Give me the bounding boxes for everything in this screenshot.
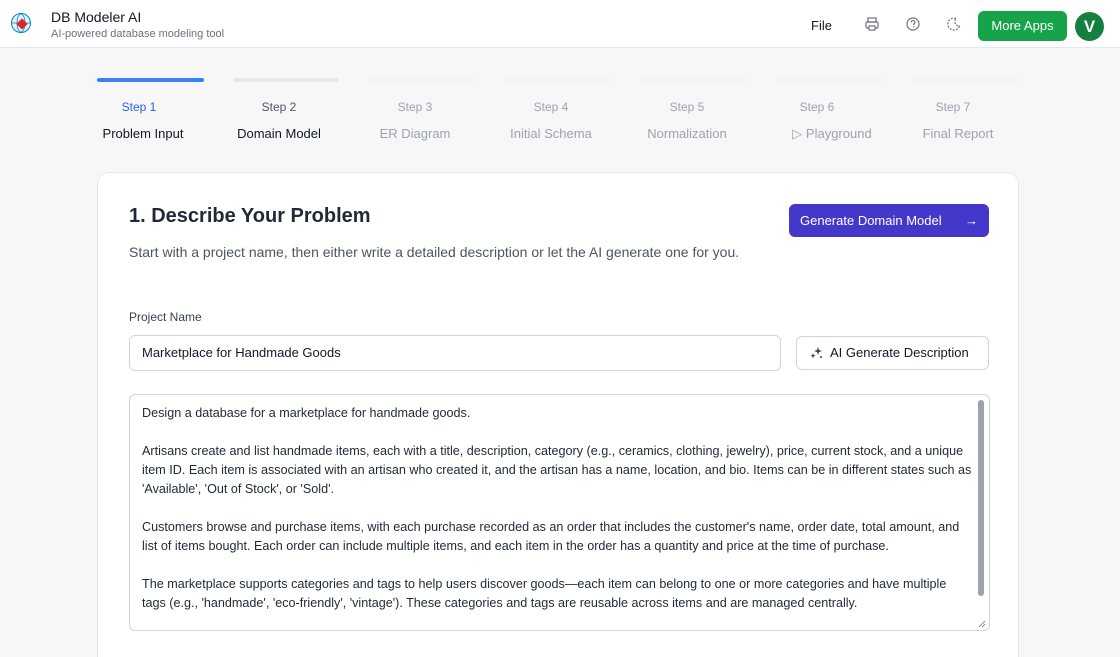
step-label: Final Report <box>922 126 994 141</box>
ai-generate-description-button[interactable] <box>796 336 989 370</box>
printer-icon[interactable] <box>864 16 880 32</box>
step-number: Step 7 <box>935 100 971 114</box>
resize-handle-icon[interactable] <box>978 620 986 628</box>
step-number: Step 6 <box>799 100 835 114</box>
step-progress-bar <box>505 78 610 82</box>
step-number: Step 1 <box>121 100 157 114</box>
step-progress-bar <box>913 78 1018 82</box>
problem-description-text <box>142 404 972 631</box>
app-logo-icon <box>11 13 31 33</box>
step-5 <box>641 78 777 148</box>
step-number: Step 5 <box>669 100 705 114</box>
generate-button-label: Generate Domain Model <box>800 213 942 228</box>
arrow-right-icon: → <box>965 213 978 228</box>
step-number: Step 2 <box>261 100 297 114</box>
step-progress-bar <box>641 78 746 82</box>
step-7 <box>913 78 1049 148</box>
more-apps-button[interactable]: More Apps <box>978 11 1067 41</box>
step-progress-bar <box>233 78 338 82</box>
step-label: Initial Schema <box>510 126 592 141</box>
play-icon: ▷ <box>792 126 806 141</box>
step-label: Normalization <box>647 126 727 141</box>
ai-generate-label: AI Generate Description <box>830 345 969 360</box>
step-progress-bar <box>97 78 204 82</box>
project-name-label: Project Name <box>129 310 202 324</box>
step-number: Step 3 <box>397 100 433 114</box>
theme-toggle-icon[interactable] <box>946 16 962 32</box>
step-6 <box>777 78 913 148</box>
problem-description-textarea[interactable] <box>129 394 990 631</box>
app-title: DB Modeler AI <box>51 9 142 25</box>
problem-paragraph: Artisans create and list handmade items, each with a title, description, category (e.g., ceramics, clothing, jewelry), price, current stock, and a unique item ID. Each item is associated with an artisan who created it, and the artisan has a name, location, and bio. Items can be in different states such as 'Available', 'Out of Stock', or 'Sold'. <box>142 444 972 496</box>
problem-input-card <box>97 172 1019 657</box>
step-label: Problem Input <box>102 126 184 141</box>
step-3 <box>369 78 505 148</box>
step-label-wrap <box>777 126 887 142</box>
step-label: Playground <box>805 126 872 141</box>
step-label: Domain Model <box>237 126 321 141</box>
user-avatar[interactable]: V <box>1075 12 1104 41</box>
textarea-scrollbar[interactable] <box>978 400 984 596</box>
problem-paragraph: Customers browse and purchase items, with each purchase recorded as an order that includes the customer's name, order date, total amount, and list of items bought. Each order can include multiple items, and each item in the order has a quantity and price at the time of purchase. <box>142 520 960 553</box>
problem-paragraph: Design a database for a marketplace for handmade goods. <box>142 406 471 420</box>
step-number: Step 4 <box>533 100 569 114</box>
step-1[interactable] <box>97 78 233 148</box>
app-subtitle: AI-powered database modeling tool <box>51 28 225 40</box>
step-progress-bar <box>369 78 474 82</box>
problem-paragraph: The marketplace supports categories and tags to help users discover goods—each item can belong to one or more categories and have multiple tags (e.g., 'handmade', 'eco-friendly', 'vintage'). These categories and tags are reusable across items and are managed centrally. <box>142 577 947 610</box>
generate-domain-model-button[interactable] <box>789 204 989 237</box>
app-header <box>0 0 1120 48</box>
step-label: ER Diagram <box>379 126 451 141</box>
project-name-input[interactable]: Marketplace for Handmade Goods <box>129 335 781 371</box>
step-progress-bar <box>777 78 882 82</box>
step-2[interactable] <box>233 78 369 148</box>
help-icon[interactable] <box>905 16 921 32</box>
page-description: Start with a project name, then either write a detailed description or let the AI generate one for you. <box>129 244 740 260</box>
file-menu[interactable]: File <box>811 18 832 33</box>
page-title: 1. Describe Your Problem <box>129 205 371 227</box>
sparkles-icon <box>809 346 823 360</box>
step-4 <box>505 78 641 148</box>
